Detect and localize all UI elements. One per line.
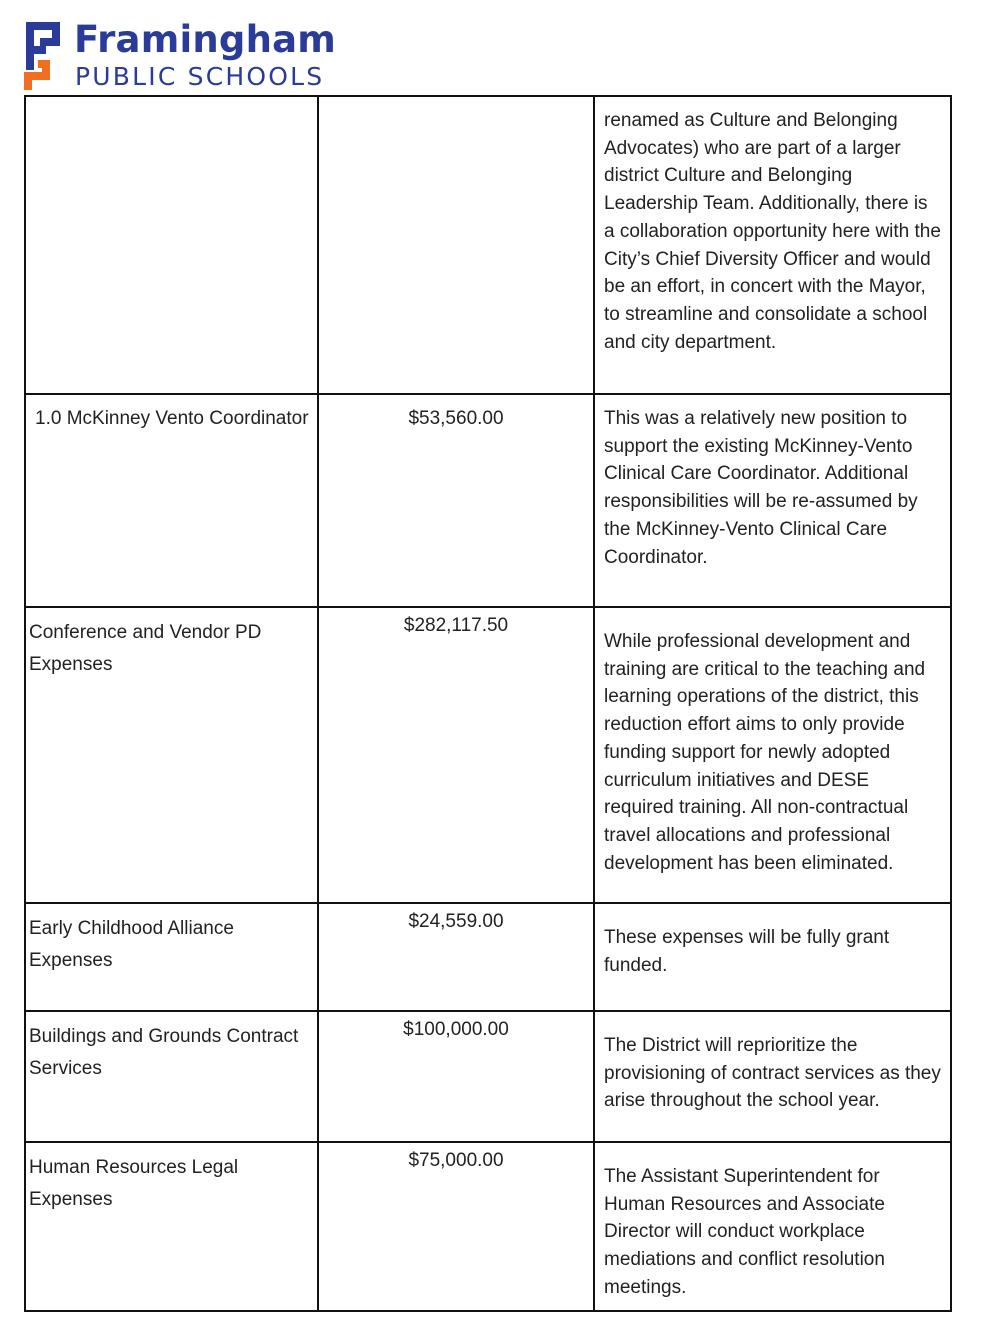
framingham-f-logo-icon [24, 20, 64, 92]
amount-cell: $100,000.00 [318, 1011, 594, 1142]
table-row [25, 607, 951, 903]
description-cell: These expenses will be fully grant funded. [594, 903, 951, 1011]
item-cell: Human Resources Legal Expenses [25, 1142, 318, 1311]
description-cell: The Assistant Superintendent for Human Resources and Associate Director will conduct workplace mediations and conflict resolution meetings. [594, 1142, 951, 1311]
amount-cell [318, 96, 594, 394]
org-subtitle: PUBLIC SCHOOLS [75, 62, 325, 91]
budget-reduction-table [24, 95, 952, 1312]
table-row [25, 1142, 951, 1311]
table-row [25, 96, 951, 394]
table-row [25, 1011, 951, 1142]
amount-cell: $282,117.50 [318, 607, 594, 903]
description-cell: While professional development and training are critical to the teaching and learning operations of the district, this reduction effort aims to only provide funding support for newly adopted curriculum initiatives and DESE required training. All non-contractual travel allocations and professional development has been eliminated. [594, 607, 951, 903]
table-row [25, 903, 951, 1011]
amount-cell: $53,560.00 [318, 394, 594, 607]
description-cell: The District will reprioritize the provisioning of contract services as they arise throughout the school year. [594, 1011, 951, 1142]
item-cell: Buildings and Grounds Contract Services [25, 1011, 318, 1142]
page-header [24, 18, 354, 92]
item-cell: 1.0 McKinney Vento Coordinator [25, 394, 318, 607]
item-cell: Conference and Vendor PD Expenses [25, 607, 318, 903]
item-cell: Early Childhood Alliance Expenses [25, 903, 318, 1011]
org-name: Framingham [74, 18, 337, 61]
item-cell [25, 96, 318, 394]
table-row [25, 394, 951, 607]
amount-cell: $75,000.00 [318, 1142, 594, 1311]
description-cell: renamed as Culture and Belonging Advocates) who are part of a larger district Culture and Belonging Leadership Team. Additionally, there is a collaboration opportunity here with the City’s Chief Diversity Officer and would be an effort, in concert with the Mayor, to streamline and consolidate a school and city department. [594, 96, 951, 394]
description-cell: This was a relatively new position to support the existing McKinney-Vento Clinical Care Coordinator. Additional responsibilities will be re-assumed by the McKinney-Vento Clinical Care Coordinator. [594, 394, 951, 607]
amount-cell: $24,559.00 [318, 903, 594, 1011]
